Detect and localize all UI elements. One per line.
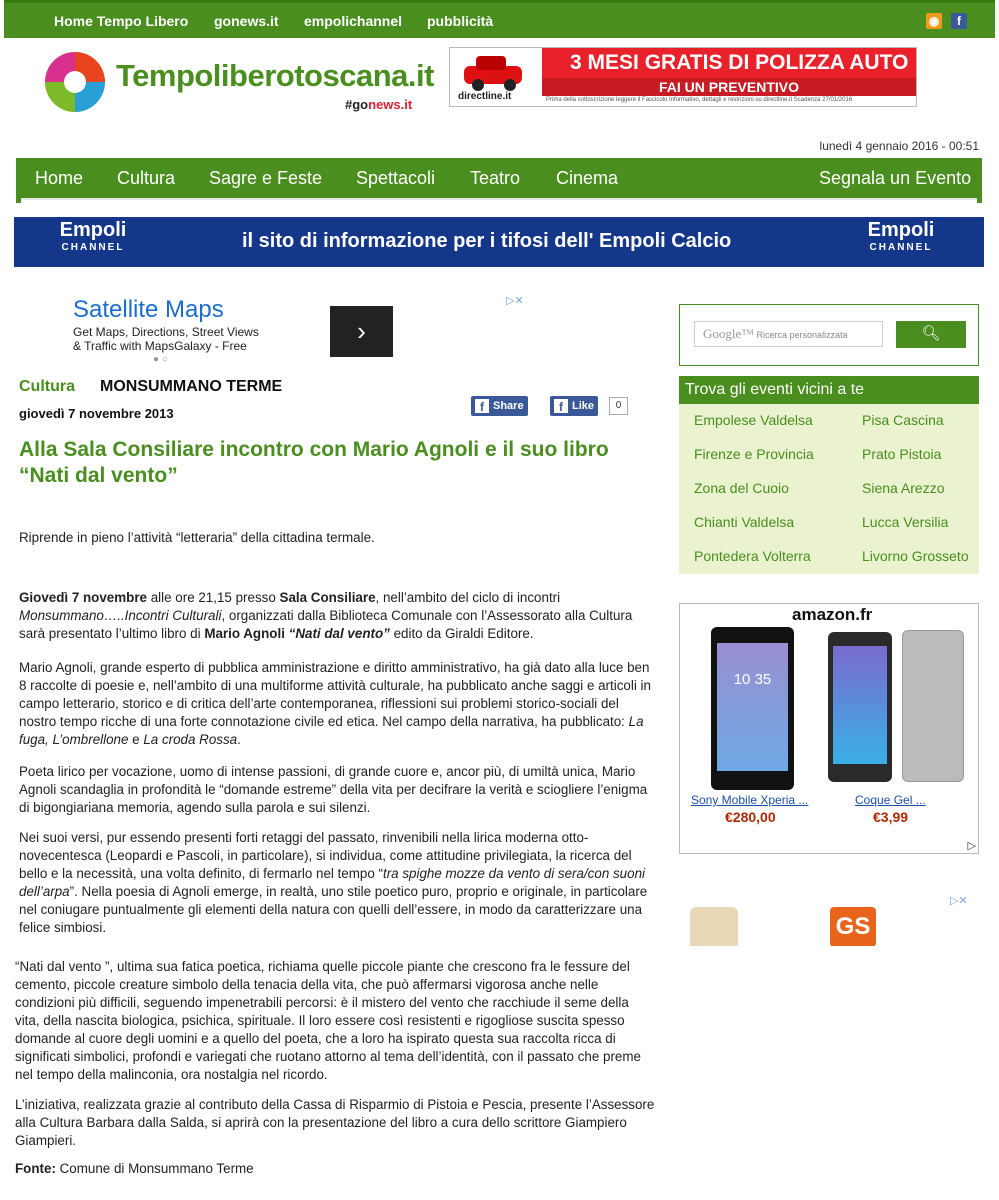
article-date: giovedì 7 novembre 2013: [19, 406, 174, 421]
text-italic: tra spighe mozze da vento di sera/con suoni dell’arpa: [19, 866, 645, 899]
empoli-logo-top: Empoli: [867, 219, 935, 241]
text: ”. Nella poesia di Agnoli emerge, in realtà, uno stile poetico puro, proprio e originale, in particolare nel coniugare puntualmente gli elementi della natura con quelli dell’essere, in modo da caratterizzare una felice simbiosi.: [19, 884, 648, 935]
empoli-logo-top: Empoli: [59, 219, 127, 241]
top-link-pubblicita[interactable]: pubblicità: [427, 13, 494, 29]
amazon-logo: amazon.fr: [792, 605, 873, 624]
google-label: Google™: [703, 326, 755, 341]
article-paragraph-3: Poeta lirico per vocazione, uomo di intense passioni, di grande cuore e, ancor più, di umiltà unica, Mario Agnoli scandaglia in profondità le “domande estreme” della vita per decifrare la verità e sciogliere l’enigma di bigongiariana memoria, agendo sulla parola e sui silenzi.: [19, 764, 648, 815]
sat-ad-title: Satellite Maps: [73, 296, 224, 323]
source-value: Comune di Monsummano Terme: [55, 1161, 254, 1176]
event-area-link[interactable]: Pontedera Volterra: [694, 548, 811, 564]
empoli-logo-bottom: CHANNEL: [61, 242, 125, 253]
text-bold: Mario Agnoli: [204, 626, 285, 641]
article-paragraph-6: L’iniziativa, realizzata grazie al contributo della Cassa di Risparmio di Pistoia e Pescia, presente l’Assessore alla Cultura Barbara dalla Salda, si aprirà con la presentazione del libro a cura dello scrittore Giampiero Giampieri.: [15, 1097, 655, 1148]
event-area-link[interactable]: Livorno Grosseto: [862, 548, 969, 564]
ad-cta: FAI UN PREVENTIVO: [542, 78, 916, 96]
phone-image[interactable]: [828, 632, 892, 782]
nav-cinema[interactable]: Cinema: [556, 168, 619, 188]
product-link[interactable]: Coque Gel ...: [855, 793, 926, 807]
text: alle ore 21,15 presso: [147, 590, 280, 605]
nav-spettacoli[interactable]: Spettacoli: [356, 168, 436, 188]
top-link-empolichannel[interactable]: empolichannel: [304, 13, 403, 29]
events-heading: Trova gli eventi vicini a te: [679, 376, 979, 404]
gonews-tag-prefix: #go: [345, 97, 369, 112]
search-box: [679, 304, 979, 366]
event-area-link[interactable]: Prato Pistoia: [862, 446, 942, 462]
insurance-ad-banner[interactable]: [449, 47, 917, 107]
current-date: lunedì 4 gennaio 2016 - 00:51: [819, 139, 979, 153]
text-bold-italic: “Nati dal vento”: [288, 626, 390, 641]
text: edito da Giraldi Editore.: [389, 626, 534, 641]
text-italic: Monsummano…..Incontri Culturali: [19, 608, 222, 623]
top-link-gonews[interactable]: gonews.it: [214, 13, 279, 29]
event-area-link[interactable]: Firenze e Provincia: [694, 446, 814, 462]
nav-segnala-evento[interactable]: Segnala un Evento: [819, 168, 972, 188]
event-area-link[interactable]: Empolese Valdelsa: [694, 412, 813, 428]
sat-ad-desc: [73, 325, 259, 353]
empoli-logo-right: [856, 219, 946, 253]
search-button[interactable]: [896, 321, 966, 348]
ad-brand: directline.it: [458, 91, 512, 102]
event-area-link[interactable]: Chianti Valdelsa: [694, 514, 795, 530]
ad-close-icon[interactable]: ▷✕: [950, 895, 968, 907]
gonews-tag-suffix: news.it: [368, 97, 413, 112]
article-town: MONSUMMANO TERME: [100, 378, 283, 395]
gonews-tag: [345, 97, 412, 112]
facebook-share-button[interactable]: [471, 396, 528, 416]
article-paragraph-4: [19, 829, 655, 937]
phone-image: [690, 907, 738, 947]
text-bold: Giovedì 7 novembre: [19, 590, 147, 605]
thumbs-up-icon: f: [554, 399, 568, 413]
product-price: €3,99: [873, 809, 909, 825]
event-area-link[interactable]: Pisa Cascina: [862, 412, 944, 428]
phone-screen: [717, 643, 788, 771]
text-italic: La croda Rossa: [143, 732, 238, 747]
phone-screen: [833, 646, 887, 764]
sat-ad-line1: Get Maps, Directions, Street Views: [73, 325, 259, 339]
search-placeholder: Ricerca personalizzata: [756, 330, 848, 340]
like-label: Like: [572, 400, 595, 412]
sat-ad-line2: & Traffic with MapsGalaxy - Free: [73, 339, 247, 353]
nav-bottom-border: [16, 198, 982, 203]
text: e: [128, 732, 144, 747]
carousel-dots[interactable]: ● ○: [153, 354, 168, 365]
search-icon: 🔍︎: [921, 325, 941, 342]
adchoices-icon[interactable]: ▷: [967, 840, 976, 852]
facebook-like-button[interactable]: [550, 396, 598, 416]
text: .: [237, 732, 241, 747]
satellite-maps-ad[interactable]: [58, 292, 538, 364]
text: Mario Agnoli, grande esperto di pubblica amministrazione e diritto amministrativo, ha già dato alla luce ben 8 raccolte di poesie e, nell’ambito di una multiforme attività culturale, ha pubblicato anche saggi e articoli in campo letterario, storico e di critica dell’arte contemporanea, riflessioni sui problemi storico-sociali del nostro tempo ricche di una forte connotazione civile ed etica. Nel campo della narrativa, ha pubblicato:: [19, 660, 651, 729]
events-list: [679, 404, 979, 574]
nav-sagre-e-feste[interactable]: Sagre e Feste: [209, 168, 323, 188]
text: , nell’ambito del ciclo di incontri: [375, 590, 561, 605]
text-bold: Sala Consiliare: [279, 590, 376, 605]
nav-cultura[interactable]: Cultura: [117, 168, 176, 188]
article-paragraph-2: [19, 659, 655, 749]
text-italic: La fuga, L’ombrellone: [19, 714, 644, 747]
phone-case-image[interactable]: [902, 630, 964, 782]
top-link-home[interactable]: Home Tempo Libero: [54, 13, 189, 29]
empoli-logo-left: [48, 219, 138, 253]
site-title[interactable]: Tempoliberotoscana.it: [116, 58, 434, 93]
rss-icon[interactable]: ◉: [926, 13, 942, 29]
ad-close-icon[interactable]: ▷✕: [506, 295, 524, 307]
article-continued: [0, 946, 999, 1200]
facebook-icon[interactable]: f: [951, 13, 967, 29]
ad-headline: 3 MESI GRATIS DI POLIZZA AUTO: [570, 51, 909, 74]
event-area-link[interactable]: Siena Arezzo: [862, 480, 945, 496]
bottom-right-ad[interactable]: [688, 893, 980, 948]
top-bar: [4, 0, 995, 38]
main-nav: [16, 158, 982, 200]
nav-teatro[interactable]: Teatro: [470, 168, 521, 188]
article-paragraph-5: “Nati dal vento ”, ultima sua fatica poetica, richiama quelle piccole piante che crescono fra le fessure del cemento, piccole creature simbolo della tenacia della vita, che può affermarsi vigorosa anche nelle condizioni più difficili, seguendo impenetrabili percorsi: è il mistero del vento che racchiude il seme della vita, della nascita biologica, psichica, spirituale. Il loro essere così resistenti e rigogliose suscita spesso domande al cuore degli uomini e a quello del poeta, che a loro ha ispirato questa sua raccolta ricca di significati simbolici, profondi e variegati che ruotano attorno al tema dell’identità, con il passato che preme nel tempo della malinconia, ora nostalgia nel ricordo.: [15, 959, 641, 1082]
search-input[interactable]: [694, 321, 883, 347]
text: Nei suoi versi, pur essendo presenti forti retaggi del passato, rinvenibili nella lirica moderna otto-novecentesca (Leopardi e Pascoli, in particolare), si individua, come attitudine privilegiata, la ricerca del bello e la necessità, una volta definito, di fermarlo nel tempo “: [19, 830, 632, 881]
gs-logo: GS: [830, 907, 876, 947]
phone-image[interactable]: [711, 627, 794, 790]
nav-home[interactable]: Home: [35, 168, 84, 188]
article-category[interactable]: Cultura: [19, 378, 75, 395]
product-price: €280,00: [725, 809, 776, 825]
text: , organizzati dalla Biblioteca Comunale con l’Assessorato alla Cultura sarà presentato l’ultimo libro di: [19, 608, 633, 641]
site-logo-icon[interactable]: [40, 50, 110, 114]
article-paragraph-1: [19, 589, 655, 643]
article-title: Alla Sala Consiliare incontro con Mario Agnoli e il suo libro “Nati dal vento”: [19, 438, 609, 487]
source-label: Fonte:: [15, 1161, 56, 1176]
article-source: [15, 1160, 655, 1178]
ad-fineprint: Prima della sottoscrizione leggere il Fascicolo Informativo, dettagli e restrizioni su directline.it Scadenza 27/01/2016: [546, 97, 853, 103]
product-link[interactable]: Sony Mobile Xperia ...: [691, 793, 809, 807]
event-area-link[interactable]: Lucca Versilia: [862, 514, 949, 530]
phone-screen-time: 10 35: [733, 671, 772, 688]
chevron-right-icon[interactable]: ›: [330, 306, 393, 357]
like-count: 0: [609, 397, 628, 415]
share-label: Share: [493, 400, 524, 412]
empoli-banner-text: il sito di informazione per i tifosi dell' Empoli Calcio: [242, 230, 732, 252]
empoli-channel-banner[interactable]: [14, 217, 984, 267]
facebook-icon: f: [475, 399, 489, 413]
article-intro: Riprende in pieno l’attività “letteraria” della cittadina termale.: [19, 530, 375, 545]
amazon-ad[interactable]: [679, 603, 979, 854]
event-area-link[interactable]: Zona del Cuoio: [694, 480, 789, 496]
empoli-logo-bottom: CHANNEL: [869, 242, 933, 253]
